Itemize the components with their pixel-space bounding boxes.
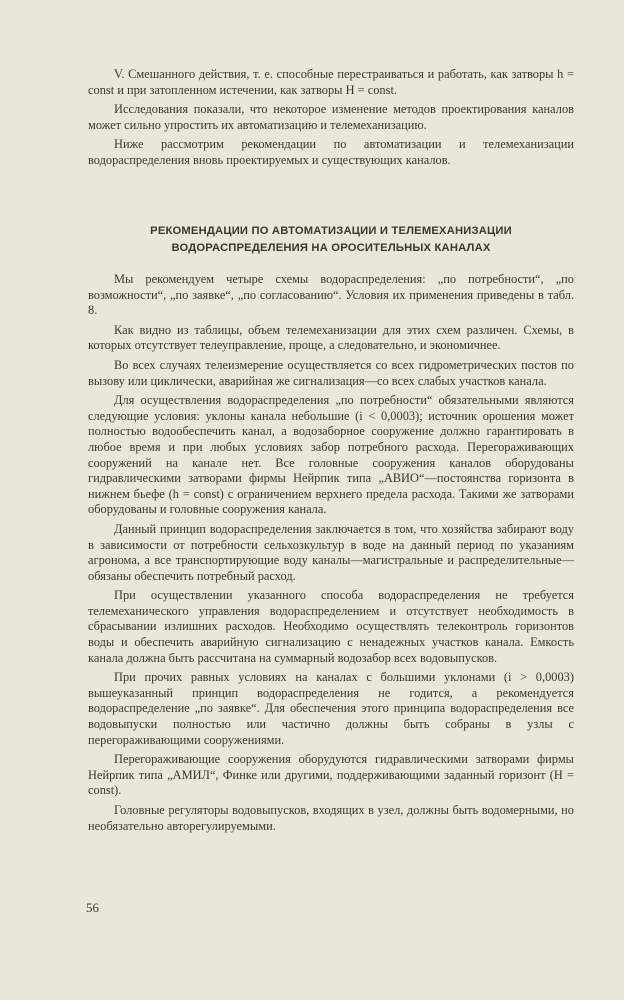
paragraph-check-structures: Перегораживающие сооружения оборудуются гидравлическими затворами фирмы Нейрпик типа „АМИЛ“, Финке или другими, поддерживающими заданный горизонт (H = const). xyxy=(88,752,574,798)
paragraph-recommendations-intro: Ниже рассмотрим рекомендации по автоматизации и телемеханизации водораспределения вновь проектируемых и существующих каналов. xyxy=(88,137,574,167)
section-heading xyxy=(88,223,574,257)
paragraph-by-demand-conditions: Для осуществления водораспределения „по потребности“ обязательными являются следующие условия: уклоны канала небольшие (i < 0,0003); источник орошения может полностью водообеспечить канал, а водозаборное сооружение должно гарантировать в любое время и при любых условиях забор потребного расхода. Перегораживающих сооружений на канале нет. Все головные сооружения каналов оборудованы гидравлическими затворами фирмы Нейрпик типа „АВИО“—постоянства горизонта в нижнем бьефе (h = const) с ограничением верхнего предела расхода. Такими же затворами оборудованы и головные сооружения канала. xyxy=(88,393,574,517)
paragraph-principle: Данный принцип водораспределения заключается в том, что хозяйства забирают воду в зависимости от потребности сельхозкультур в воде на данный период по указаниям агронома, а все транспортирующие воду каналы—магистральные и распределительные—обязаны обеспечить потребный расход. xyxy=(88,521,574,583)
section-heading-line-2: ВОДОРАСПРЕДЕЛЕНИЯ НА ОРОСИТЕЛЬНЫХ КАНАЛАХ xyxy=(171,242,491,254)
paragraph-implementation: При осуществлении указанного способа водораспределения не требуется телемеханического управления водораспределением и отсутствует необходимость в сбрасывании излишних расходов. Необходимо осуществлять телеконтроль горизонтов воды и обеспечить аварийную сигнализацию с ненадежных участков канала. Емкость канала должна быть рассчитана на суммарный водозабор всех водовыпусков. xyxy=(88,588,574,665)
paragraph-telemetry: Во всех случаях телеизмерение осуществляется со всех гидрометрических постов по вызову или циклически, аварийная же сигнализация—со всех слабых участков канала. xyxy=(88,357,574,388)
paragraph-table-comparison: Как видно из таблицы, объем телемеханизации для этих схем различен. Схемы, в которых отсутствует телеуправление, проще, а следовательно, и экономичнее. xyxy=(88,322,574,353)
intro-text xyxy=(88,67,574,173)
section-body xyxy=(88,272,574,838)
paragraph-research: Исследования показали, что некоторое изменение методов проектирования каналов может сильно упростить их автоматизацию и телемеханизацию. xyxy=(88,102,574,132)
paragraph-steep-slopes: При прочих равных условиях на каналах с большими уклонами (i > 0,0003) вышеуказанный принцип водораспределения не годится, а рекомендуется водораспределение „по заявке“. Для обеспечения этого принципа водораспределения все водовыпуски полностью или частично должны быть собраны в узлы с перегораживающими сооружениями. xyxy=(88,670,574,747)
page-number: 56 xyxy=(86,900,99,915)
paragraph-head-regulators: Головные регуляторы водовыпусков, входящих в узел, должны быть водомерными, но необязательно авторегулируемыми. xyxy=(88,803,574,833)
paragraph-gate-type-v: V. Смешанного действия, т. е. способные перестраиваться и работать, как затворы h = const и при затопленном истечении, как затворы H = const. xyxy=(88,67,574,97)
paragraph-four-schemes: Мы рекомендуем четыре схемы водораспределения: „по потребности“, „по возможности“, „по заявке“, „по согласованию“. Условия их применения приведены в табл. 8. xyxy=(88,272,574,318)
section-heading-line-1: РЕКОМЕНДАЦИИ ПО АВТОМАТИЗАЦИИ И ТЕЛЕМЕХАНИЗАЦИИ xyxy=(150,225,512,237)
